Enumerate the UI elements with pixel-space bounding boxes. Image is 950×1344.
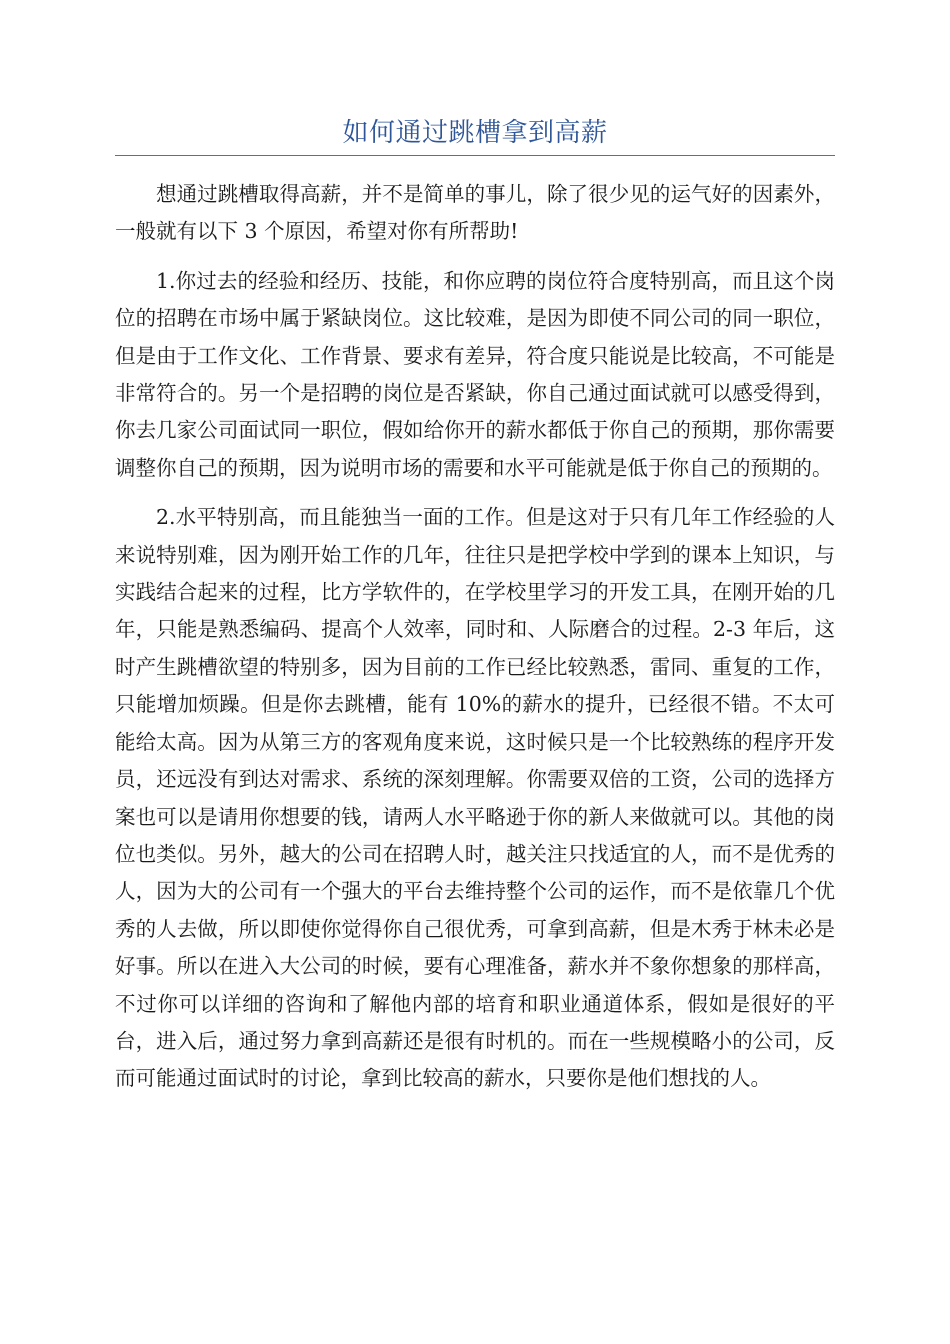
paragraph-reason-2: 2.水平特别高，而且能独当一面的工作。但是这对于只有几年工作经验的人来说特别难，因为刚开始工作的几年，往往只是把学校中学到的课本上知识，与实践结合起来的过程，比方学软件的，在学校里学习的开发工具，在刚开始的几年，只能是熟悉编码、提高个人效率，同时和、人际磨合的过程。2-3 年后，这时产生跳槽欲望的特别多，因为目前的工作已经比较熟悉，雷同、重复的工作，只能增加烦躁。但是你去跳槽，能有 10%的薪水的提升，已经很不错。不太可能给太高。因为从第三方的客观角度来说，这时候只是一个比较熟练的程序开发员，还远没有到达对需求、系统的深刻理解。你需要双倍的工资，公司的选择方案也可以是请用你想要的钱，请两人水平略逊于你的新人来做就可以。其他的岗位也类似。另外，越大的公司在招聘人时，越关注只找适宜的人，而不是优秀的人，因为大的公司有一个强大的平台去维持整个公司的运作，而不是依靠几个优秀的人去做，所以即使你觉得你自己很优秀，可拿到高薪，但是木秀于林未必是好事。所以在进入大公司的时候，要有心理准备，薪水并不象你想象的那样高，不过你可以详细的咨询和了解他内部的培育和职业通道体系，假如是很好的平台，进入后，通过努力拿到高薪还是很有时机的。而在一些规模略小的公司，反而可能通过面试时的讨论，拿到比较高的薪水，只要你是他们想找的人。 [115, 505, 835, 1091]
document-body [115, 176, 835, 1110]
paragraph-reason-1: 1.你过去的经验和经历、技能，和你应聘的岗位符合度特别高，而且这个岗位的招聘在市场中属于紧缺岗位。这比较难，是因为即使不同公司的同一职位，但是由于工作文化、工作背景、要求有差异，符合度只能说是比较高，不可能是非常符合的。另一个是招聘的岗位是否紧缺，你自己通过面试就可以感受得到，你去几家公司面试同一职位，假如给你开的薪水都低于你自己的预期，那你需要调整你自己的预期，因为说明市场的需要和水平可能就是低于你自己的预期的。 [115, 268, 835, 480]
document-title: 如何通过跳槽拿到高薪 [342, 118, 608, 148]
title-underline [115, 155, 835, 156]
paragraph-intro: 想通过跳槽取得高薪，并不是简单的事儿，除了很少见的运气好的因素外，一般就有以下 3 个原因，希望对你有所帮助! [115, 182, 835, 244]
